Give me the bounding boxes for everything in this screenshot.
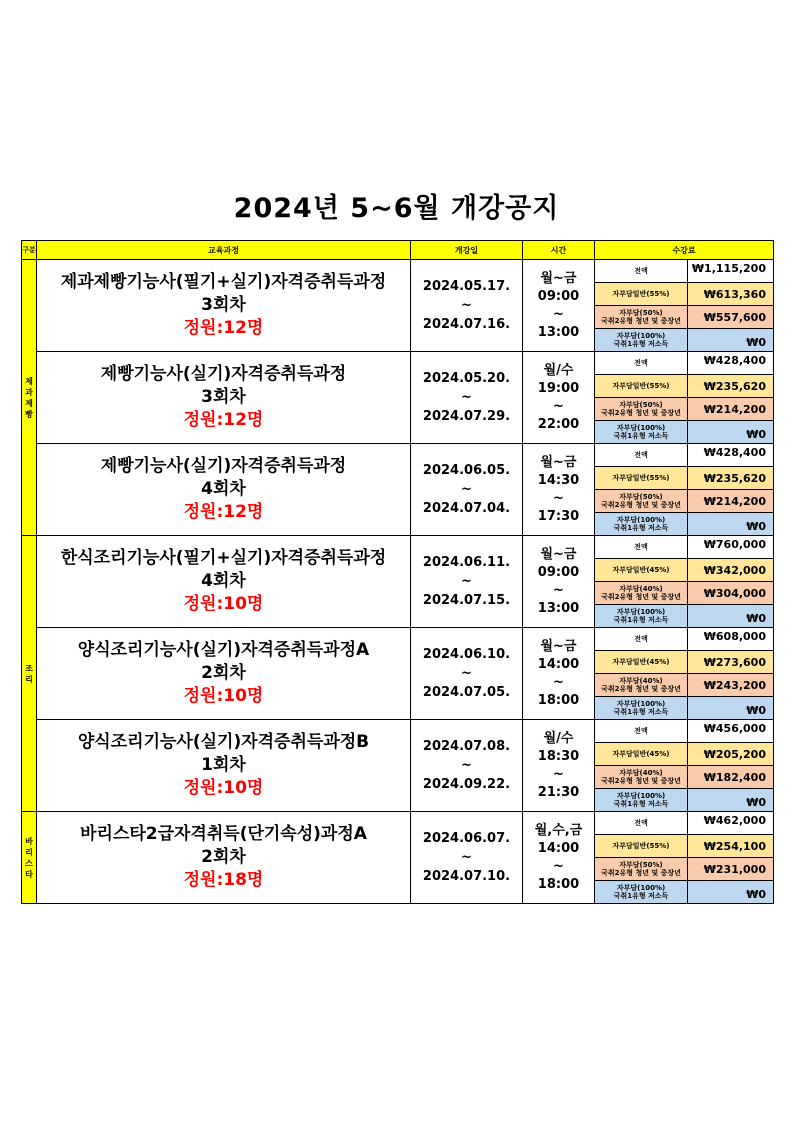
- course-capacity: 정원:12명: [183, 410, 264, 430]
- fee-self-pay-label: [595, 467, 688, 490]
- fee-tier-text: 자부담(100%): [616, 792, 666, 800]
- category-char: 제: [25, 376, 33, 386]
- fee-self-pay-value: ₩273,600: [688, 651, 774, 674]
- time-cell: [523, 444, 595, 536]
- fee-free-label: [595, 421, 688, 444]
- time-separator: ~: [553, 398, 564, 414]
- course-cell: [37, 812, 411, 904]
- course-capacity: 정원:12명: [183, 502, 264, 522]
- course-row: [22, 352, 774, 375]
- fee-tier-text: 자부담일반(55%): [612, 474, 670, 482]
- fee-full-label: [595, 536, 688, 559]
- fee-half-pay-value: ₩182,400: [688, 766, 774, 789]
- fee-free-value: ₩0: [688, 513, 774, 536]
- fee-tier-text: 전액: [634, 267, 648, 275]
- fee-half-pay-value: ₩214,200: [688, 398, 774, 421]
- fee-tier-text: 국취1유형 저소득: [613, 708, 669, 716]
- fee-half-pay-value: ₩214,200: [688, 490, 774, 513]
- fee-tier-text: 국취2유형 청년 및 중장년: [601, 409, 681, 417]
- course-name: 양식조리기능사(실기)자격증취득과정B: [77, 732, 370, 752]
- time-separator: ~: [553, 858, 564, 874]
- start-date: 2024.05.20.: [422, 371, 511, 386]
- fee-self-pay-value: ₩342,000: [688, 559, 774, 582]
- time-separator: ~: [553, 674, 564, 690]
- fee-tier-text: 전액: [634, 543, 648, 551]
- period-cell: [411, 352, 523, 444]
- category-char: 과: [25, 387, 33, 397]
- course-name: 제과제빵기능사(필기+실기)자격증취득과정: [60, 272, 387, 292]
- class-days: 월/수: [543, 362, 574, 378]
- table-header-row: [22, 241, 774, 260]
- fee-tier-text: 전액: [634, 359, 648, 367]
- start-date: 2024.06.10.: [422, 647, 511, 662]
- fee-free-value: ₩0: [688, 881, 774, 904]
- fee-self-pay-label: [595, 651, 688, 674]
- time-cell: [523, 352, 595, 444]
- fee-tier-text: 자부담(100%): [616, 700, 666, 708]
- start-date: 2024.06.05.: [422, 463, 511, 478]
- fee-free-value: ₩0: [688, 697, 774, 720]
- category-char: 스: [25, 858, 33, 868]
- fee-tier-text: 자부담(50%): [619, 401, 663, 409]
- fee-tier-text: 자부담(100%): [616, 332, 666, 340]
- time-separator: ~: [553, 766, 564, 782]
- course-row: [22, 812, 774, 835]
- category-cooking: [22, 536, 37, 812]
- fee-tier-text: 자부담(40%): [619, 769, 663, 777]
- time-cell: [523, 536, 595, 628]
- class-days: 월~금: [540, 270, 577, 286]
- start-date: 2024.07.08.: [422, 739, 511, 754]
- header-fee: 수강료: [595, 241, 774, 260]
- date-separator: ~: [461, 666, 472, 681]
- start-date: 2024.06.07.: [422, 831, 511, 846]
- course-cell: [37, 444, 411, 536]
- fee-tier-text: 전액: [634, 451, 648, 459]
- time-separator: ~: [553, 306, 564, 322]
- course-cell: [37, 720, 411, 812]
- fee-free-label: [595, 697, 688, 720]
- fee-half-pay-value: ₩304,000: [688, 582, 774, 605]
- course-row: [22, 260, 774, 283]
- time-separator: ~: [553, 490, 564, 506]
- fee-full-value: ₩456,000: [688, 720, 774, 743]
- fee-self-pay-label: [595, 743, 688, 766]
- course-name: 제빵기능사(실기)자격증취득과정: [100, 364, 347, 384]
- fee-full-value: ₩1,115,200: [688, 260, 774, 283]
- time-cell: [523, 628, 595, 720]
- fee-half-pay-value: ₩557,600: [688, 306, 774, 329]
- end-time: 17:30: [537, 508, 580, 524]
- start-time: 14:00: [537, 656, 580, 672]
- period-cell: [411, 260, 523, 352]
- fee-tier-text: 자부담(40%): [619, 677, 663, 685]
- fee-full-label: [595, 720, 688, 743]
- course-name: 제빵기능사(실기)자격증취득과정: [100, 456, 347, 476]
- period-cell: [411, 628, 523, 720]
- class-days: 월~금: [540, 638, 577, 654]
- fee-tier-text: 국취1유형 저소득: [613, 800, 669, 808]
- fee-tier-text: 전액: [634, 635, 648, 643]
- fee-self-pay-label: [595, 283, 688, 306]
- start-time: 09:00: [537, 564, 580, 580]
- course-capacity: 정원:12명: [183, 318, 264, 338]
- course-name: 바리스타2급자격취득(단기속성)과정A: [80, 824, 367, 844]
- fee-tier-text: 자부담(40%): [619, 585, 663, 593]
- end-date: 2024.07.16.: [422, 317, 511, 332]
- fee-half-pay-label: [595, 582, 688, 605]
- course-round: 3회차: [201, 295, 246, 315]
- category-char: 빵: [25, 409, 33, 419]
- fee-tier-text: 자부담(100%): [616, 516, 666, 524]
- time-separator: ~: [553, 582, 564, 598]
- fee-full-value: ₩428,400: [688, 352, 774, 375]
- fee-free-label: [595, 789, 688, 812]
- course-cell: [37, 628, 411, 720]
- fee-tier-text: 자부담일반(55%): [612, 842, 670, 850]
- header-time: 시간: [523, 241, 595, 260]
- start-time: 18:30: [537, 748, 580, 764]
- header-category: 구분: [22, 241, 37, 260]
- fee-self-pay-label: [595, 835, 688, 858]
- fee-tier-text: 국취1유형 저소득: [613, 892, 669, 900]
- course-row: [22, 536, 774, 559]
- end-time: 13:00: [537, 324, 580, 340]
- end-date: 2024.07.15.: [422, 593, 511, 608]
- fee-full-value: ₩428,400: [688, 444, 774, 467]
- course-round: 1회차: [201, 755, 246, 775]
- fee-free-label: [595, 605, 688, 628]
- fee-tier-text: 국취2유형 청년 및 중장년: [601, 501, 681, 509]
- header-course: 교육과정: [37, 241, 411, 260]
- fee-full-label: [595, 812, 688, 835]
- end-time: 18:00: [537, 876, 580, 892]
- date-separator: ~: [461, 482, 472, 497]
- fee-tier-text: 자부담(50%): [619, 861, 663, 869]
- end-time: 18:00: [537, 692, 580, 708]
- fee-full-label: [595, 260, 688, 283]
- period-cell: [411, 444, 523, 536]
- course-capacity: 정원:10명: [183, 686, 264, 706]
- fee-free-label: [595, 881, 688, 904]
- course-name: 한식조리기능사(필기+실기)자격증취득과정: [60, 548, 387, 568]
- fee-full-label: [595, 628, 688, 651]
- class-days: 월~금: [540, 546, 577, 562]
- category-char: 제: [25, 398, 33, 408]
- end-time: 22:00: [537, 416, 580, 432]
- fee-self-pay-value: ₩235,620: [688, 375, 774, 398]
- header-period: 개강일: [411, 241, 523, 260]
- end-date: 2024.07.04.: [422, 501, 511, 516]
- category-char: 바: [25, 836, 33, 846]
- class-days: 월/수: [543, 730, 574, 746]
- course-row: [22, 444, 774, 467]
- period-cell: [411, 720, 523, 812]
- fee-self-pay-label: [595, 375, 688, 398]
- fee-tier-text: 자부담(100%): [616, 884, 666, 892]
- class-days: 월,수,금: [534, 822, 583, 838]
- fee-tier-text: 국취2유형 청년 및 중장년: [601, 317, 681, 325]
- course-cell: [37, 260, 411, 352]
- fee-half-pay-label: [595, 766, 688, 789]
- page-title: 2024년 5~6월 개강공지: [233, 193, 560, 224]
- end-time: 21:30: [537, 784, 580, 800]
- fee-free-value: ₩0: [688, 789, 774, 812]
- fee-half-pay-label: [595, 306, 688, 329]
- fee-half-pay-label: [595, 858, 688, 881]
- category-bakery: [22, 260, 37, 536]
- fee-tier-text: 국취1유형 저소득: [613, 432, 669, 440]
- course-capacity: 정원:18명: [183, 870, 264, 890]
- fee-tier-text: 국취2유형 청년 및 중장년: [601, 593, 681, 601]
- course-round: 4회차: [201, 479, 246, 499]
- fee-tier-text: 자부담일반(55%): [612, 290, 670, 298]
- start-time: 14:00: [537, 840, 580, 856]
- date-separator: ~: [461, 574, 472, 589]
- fee-full-label: [595, 352, 688, 375]
- fee-tier-text: 자부담(100%): [616, 424, 666, 432]
- time-cell: [523, 720, 595, 812]
- course-schedule-table: [21, 240, 774, 904]
- fee-half-pay-label: [595, 398, 688, 421]
- fee-tier-text: 국취2유형 청년 및 중장년: [601, 685, 681, 693]
- fee-half-pay-value: ₩243,200: [688, 674, 774, 697]
- course-cell: [37, 536, 411, 628]
- date-separator: ~: [461, 850, 472, 865]
- category-char: 리: [25, 847, 33, 857]
- end-date: 2024.07.10.: [422, 869, 511, 884]
- date-separator: ~: [461, 390, 472, 405]
- fee-free-label: [595, 329, 688, 352]
- fee-tier-text: 자부담(50%): [619, 493, 663, 501]
- course-name: 양식조리기능사(실기)자격증취득과정A: [77, 640, 370, 660]
- fee-tier-text: 자부담일반(45%): [612, 750, 670, 758]
- fee-tier-text: 자부담일반(55%): [612, 382, 670, 390]
- start-time: 19:00: [537, 380, 580, 396]
- end-date: 2024.09.22.: [422, 777, 511, 792]
- fee-full-label: [595, 444, 688, 467]
- class-days: 월~금: [540, 454, 577, 470]
- period-cell: [411, 536, 523, 628]
- fee-free-value: ₩0: [688, 329, 774, 352]
- course-round: 2회차: [201, 663, 246, 683]
- fee-self-pay-value: ₩254,100: [688, 835, 774, 858]
- course-capacity: 정원:10명: [183, 594, 264, 614]
- start-date: 2024.06.11.: [422, 555, 511, 570]
- course-round: 4회차: [201, 571, 246, 591]
- fee-tier-text: 자부담일반(45%): [612, 566, 670, 574]
- end-date: 2024.07.29.: [422, 409, 511, 424]
- course-capacity: 정원:10명: [183, 778, 264, 798]
- time-cell: [523, 812, 595, 904]
- start-date: 2024.05.17.: [422, 279, 511, 294]
- fee-full-value: ₩608,000: [688, 628, 774, 651]
- end-time: 13:00: [537, 600, 580, 616]
- fee-tier-text: 국취1유형 저소득: [613, 340, 669, 348]
- fee-half-pay-label: [595, 674, 688, 697]
- fee-tier-text: 국취1유형 저소득: [613, 616, 669, 624]
- course-cell: [37, 352, 411, 444]
- category-char: 조: [25, 663, 33, 673]
- fee-self-pay-value: ₩205,200: [688, 743, 774, 766]
- date-separator: ~: [461, 298, 472, 313]
- fee-self-pay-value: ₩235,620: [688, 467, 774, 490]
- fee-full-value: ₩462,000: [688, 812, 774, 835]
- fee-tier-text: 전액: [634, 819, 648, 827]
- category-char: 리: [25, 674, 33, 684]
- fee-tier-text: 자부담(50%): [619, 309, 663, 317]
- fee-half-pay-value: ₩231,000: [688, 858, 774, 881]
- fee-self-pay-label: [595, 559, 688, 582]
- period-cell: [411, 812, 523, 904]
- fee-tier-text: 자부담일반(45%): [612, 658, 670, 666]
- category-barista: [22, 812, 37, 904]
- course-row: [22, 628, 774, 651]
- end-date: 2024.07.05.: [422, 685, 511, 700]
- course-round: 2회차: [201, 847, 246, 867]
- fee-tier-text: 국취2유형 청년 및 중장년: [601, 869, 681, 877]
- course-round: 3회차: [201, 387, 246, 407]
- fee-free-label: [595, 513, 688, 536]
- start-time: 09:00: [537, 288, 580, 304]
- course-row: [22, 720, 774, 743]
- fee-half-pay-label: [595, 490, 688, 513]
- fee-free-value: ₩0: [688, 421, 774, 444]
- fee-self-pay-value: ₩613,360: [688, 283, 774, 306]
- category-char: 타: [25, 869, 33, 879]
- date-separator: ~: [461, 758, 472, 773]
- fee-tier-text: 국취1유형 저소득: [613, 524, 669, 532]
- start-time: 14:30: [537, 472, 580, 488]
- fee-full-value: ₩760,000: [688, 536, 774, 559]
- fee-tier-text: 국취2유형 청년 및 중장년: [601, 777, 681, 785]
- time-cell: [523, 260, 595, 352]
- fee-tier-text: 자부담(100%): [616, 608, 666, 616]
- fee-tier-text: 전액: [634, 727, 648, 735]
- fee-free-value: ₩0: [688, 605, 774, 628]
